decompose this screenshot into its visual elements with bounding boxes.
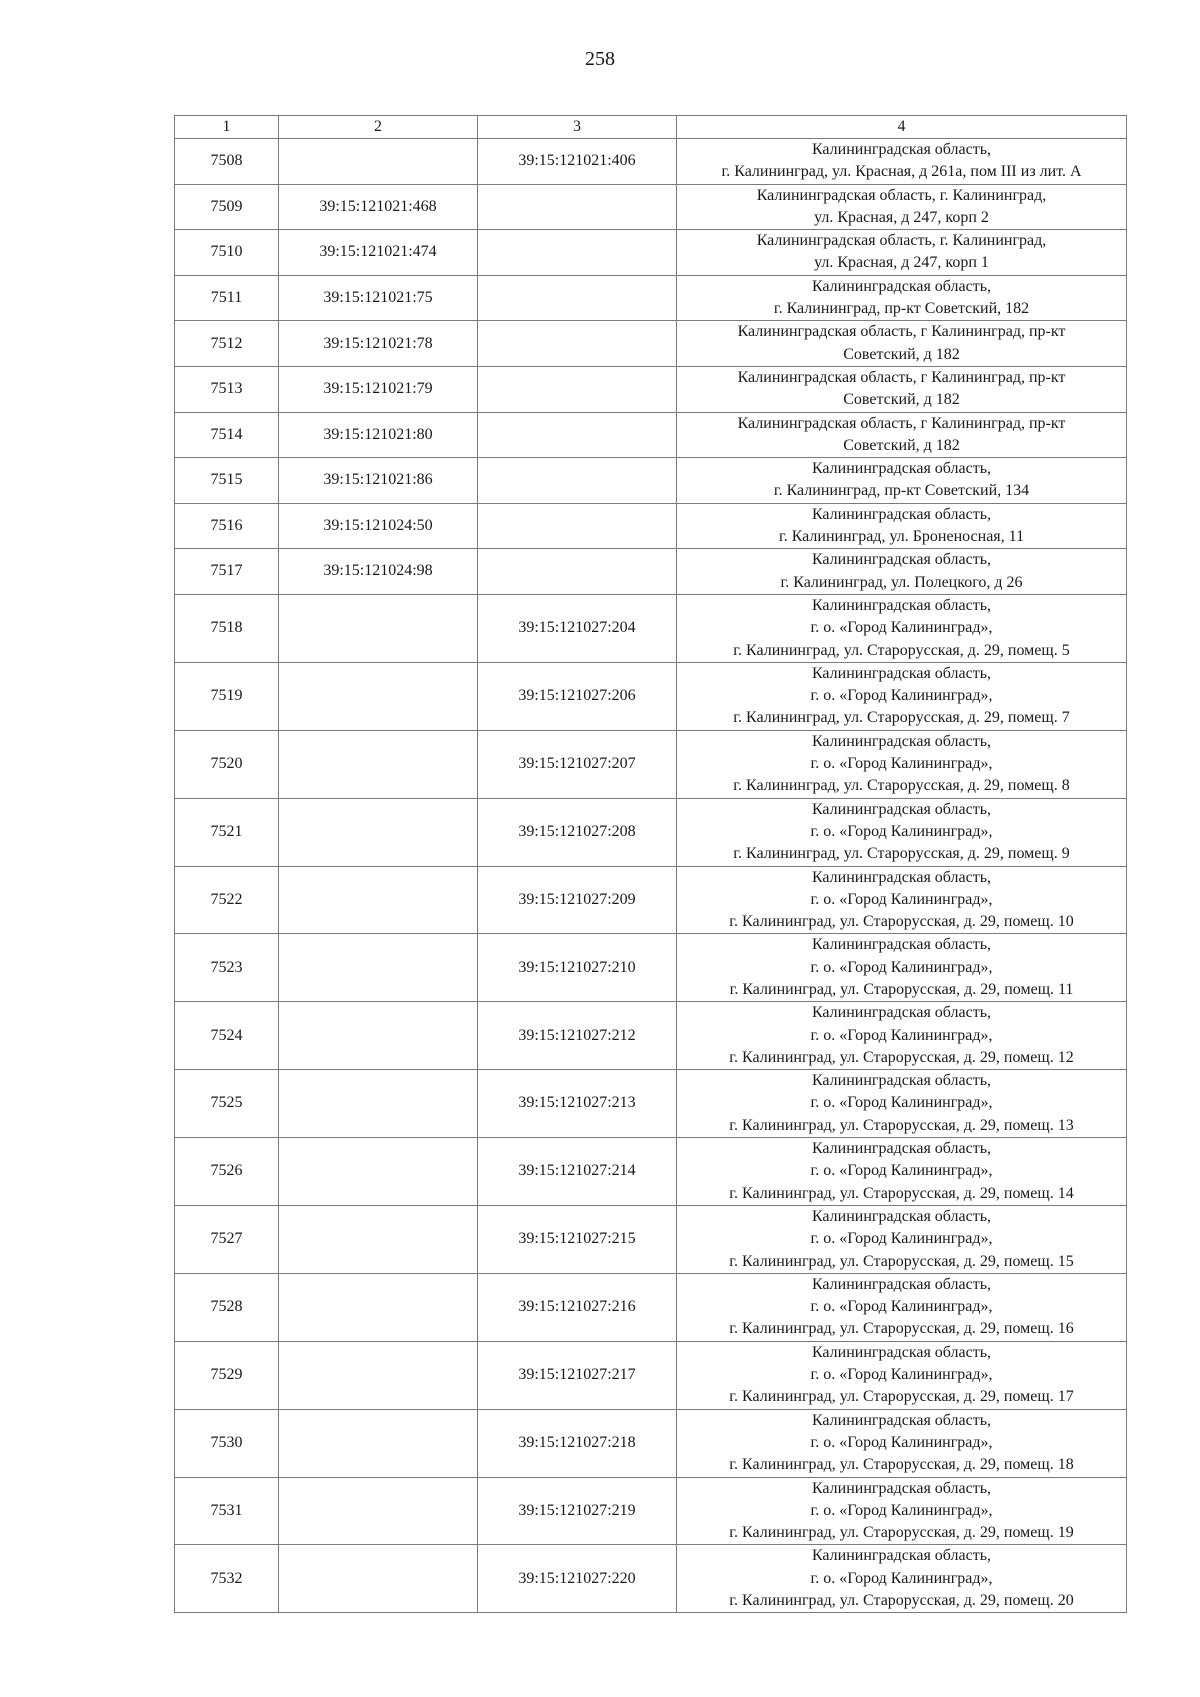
- cadastral-number-cell: [279, 139, 478, 185]
- address-line: г. Калининград, ул. Старорусская, д. 29, помещ. 16: [729, 1320, 1074, 1338]
- address-line: г. Калининград, ул. Красная, д 261а, пом III из лит. А: [721, 163, 1082, 181]
- table-row: [175, 1138, 1127, 1206]
- address-line: г. Калининград, пр-кт Советский, 182: [773, 300, 1030, 318]
- address-line: Калининградская область,: [811, 1072, 992, 1090]
- cadastral-number-cell: 39:15:121021:80: [279, 412, 478, 458]
- address-line: Калининградская область,: [811, 936, 992, 954]
- address-cell: [677, 1341, 1127, 1409]
- cadastral-number-premises-cell: 39:15:121027:220: [478, 1545, 677, 1613]
- table-row: [175, 1341, 1127, 1409]
- address-line: Советский, д 182: [843, 391, 960, 409]
- address-line: г. Калининград, ул. Старорусская, д. 29, помещ. 11: [729, 980, 1074, 998]
- address-line: г. о. «Город Калининград»,: [810, 1298, 993, 1316]
- address-line: г. о. «Город Калининград»,: [810, 1501, 993, 1519]
- address-line: Калининградская область,: [811, 1004, 992, 1022]
- cadastral-number-premises-cell: [478, 412, 677, 458]
- row-number-cell: 7518: [175, 594, 279, 662]
- address-line: г. Калининград, пр-кт Советский, 134: [773, 482, 1030, 500]
- cadastral-number-cell: [279, 1477, 478, 1545]
- address-line: Калининградская область,: [811, 277, 992, 295]
- address-line: г. о. «Город Калининград»,: [810, 822, 993, 840]
- address-cell: [677, 503, 1127, 549]
- address-line: г. Калининград, ул. Старорусская, д. 29, помещ. 15: [729, 1252, 1074, 1270]
- cadastral-number-cell: 39:15:121024:50: [279, 503, 478, 549]
- address-line: ул. Красная, д 247, корп 2: [814, 208, 989, 226]
- address-line: г. о. «Город Калининград»,: [810, 958, 993, 976]
- address-line: г. Калининград, ул. Старорусская, д. 29, помещ. 8: [733, 777, 1070, 795]
- row-number-cell: 7526: [175, 1138, 279, 1206]
- cadastral-number-cell: [279, 1545, 478, 1613]
- address-line: г. о. «Город Калининград»,: [810, 1094, 993, 1112]
- row-number-cell: 7508: [175, 139, 279, 185]
- row-number-cell: 7514: [175, 412, 279, 458]
- cadastral-number-cell: 39:15:121021:79: [279, 366, 478, 412]
- address-cell: [677, 1409, 1127, 1477]
- address-cell: [677, 321, 1127, 367]
- cadastral-number-premises-cell: 39:15:121027:215: [478, 1205, 677, 1273]
- address-line: ул. Красная, д 247, корп 1: [814, 254, 989, 272]
- row-number-cell: 7530: [175, 1409, 279, 1477]
- row-number-cell: 7510: [175, 230, 279, 276]
- address-line: Калининградская область, г Калининград, пр-кт: [737, 414, 1066, 432]
- row-number-cell: 7523: [175, 934, 279, 1002]
- table-row: [175, 549, 1127, 595]
- cadastral-number-premises-cell: 39:15:121027:212: [478, 1002, 677, 1070]
- address-line: Калининградская область,: [811, 1479, 992, 1497]
- row-number-cell: 7532: [175, 1545, 279, 1613]
- row-number-cell: 7512: [175, 321, 279, 367]
- cadastral-number-cell: [279, 1002, 478, 1070]
- cadastral-number-premises-cell: 39:15:121027:207: [478, 730, 677, 798]
- address-line: Калининградская область,: [811, 1343, 992, 1361]
- address-line: Калининградская область,: [811, 732, 992, 750]
- cadastral-number-premises-cell: [478, 458, 677, 504]
- cadastral-number-cell: [279, 1205, 478, 1273]
- table-row: [175, 366, 1127, 412]
- address-line: г. Калининград, ул. Броненосная, 11: [778, 528, 1025, 546]
- cadastral-number-cell: [279, 1341, 478, 1409]
- row-number-cell: 7525: [175, 1070, 279, 1138]
- table-row: [175, 230, 1127, 276]
- row-number-cell: 7527: [175, 1205, 279, 1273]
- cadastral-number-premises-cell: 39:15:121027:208: [478, 798, 677, 866]
- cadastral-number-cell: 39:15:121021:86: [279, 458, 478, 504]
- address-line: Калининградская область,: [811, 1140, 992, 1158]
- address-cell: [677, 662, 1127, 730]
- address-line: г. Калининград, ул. Старорусская, д. 29, помещ. 9: [733, 845, 1070, 863]
- row-number-cell: 7521: [175, 798, 279, 866]
- address-cell: [677, 730, 1127, 798]
- address-line: Калининградская область,: [811, 800, 992, 818]
- cadastral-number-premises-cell: [478, 366, 677, 412]
- cadastral-number-premises-cell: [478, 549, 677, 595]
- address-line: г. о. «Город Калининград»,: [810, 687, 993, 705]
- table-body: [175, 139, 1127, 1613]
- address-cell: [677, 934, 1127, 1002]
- table-row: [175, 1409, 1127, 1477]
- address-line: г. о. «Город Калининград»,: [810, 1162, 993, 1180]
- address-cell: [677, 230, 1127, 276]
- cadastral-number-cell: 39:15:121024:98: [279, 549, 478, 595]
- row-number-cell: 7517: [175, 549, 279, 595]
- address-line: Калининградская область,: [811, 868, 992, 886]
- address-line: Калининградская область,: [811, 1207, 992, 1225]
- registry-table: [174, 115, 1127, 1613]
- table-row: [175, 594, 1127, 662]
- table-row: [175, 1205, 1127, 1273]
- cadastral-number-cell: 39:15:121021:78: [279, 321, 478, 367]
- address-line: Калининградская область, г Калининград, пр-кт: [737, 368, 1066, 386]
- header-row: [175, 116, 1127, 139]
- row-number-cell: 7515: [175, 458, 279, 504]
- cadastral-number-cell: [279, 934, 478, 1002]
- table-row: [175, 866, 1127, 934]
- address-cell: [677, 1273, 1127, 1341]
- address-cell: [677, 1477, 1127, 1545]
- row-number-cell: 7531: [175, 1477, 279, 1545]
- row-number-cell: 7520: [175, 730, 279, 798]
- cadastral-number-cell: [279, 1138, 478, 1206]
- address-line: г. о. «Город Калининград»,: [810, 755, 993, 773]
- address-line: г. Калининград, ул. Старорусская, д. 29, помещ. 13: [729, 1116, 1074, 1134]
- table-row: [175, 458, 1127, 504]
- address-line: г. Калининград, ул. Старорусская, д. 29, помещ. 18: [729, 1456, 1074, 1474]
- address-cell: [677, 139, 1127, 185]
- address-cell: [677, 458, 1127, 504]
- address-cell: [677, 1205, 1127, 1273]
- address-line: г. о. «Город Калининград»,: [810, 1026, 993, 1044]
- address-line: г. Калининград, ул. Старорусская, д. 29, помещ. 5: [733, 641, 1070, 659]
- address-line: Советский, д 182: [843, 345, 960, 363]
- address-line: г. о. «Город Калининград»,: [810, 890, 993, 908]
- cadastral-number-cell: [279, 1409, 478, 1477]
- cadastral-number-premises-cell: [478, 321, 677, 367]
- address-line: Калининградская область,: [811, 1411, 992, 1429]
- page-number: 258: [585, 48, 615, 70]
- table-row: [175, 798, 1127, 866]
- address-line: г. Калининград, ул. Старорусская, д. 29, помещ. 14: [729, 1184, 1074, 1202]
- address-cell: [677, 412, 1127, 458]
- table-row: [175, 1070, 1127, 1138]
- table-row: [175, 275, 1127, 321]
- address-line: г. о. «Город Калининград»,: [810, 1366, 993, 1384]
- table-row: [175, 1273, 1127, 1341]
- cadastral-number-cell: 39:15:121021:468: [279, 184, 478, 230]
- row-number-cell: 7524: [175, 1002, 279, 1070]
- table-row: [175, 139, 1127, 185]
- address-line: г. Калининград, ул. Старорусская, д. 29, помещ. 19: [729, 1524, 1074, 1542]
- address-line: г. о. «Город Калининград»,: [810, 1230, 993, 1248]
- cadastral-number-premises-cell: 39:15:121027:204: [478, 594, 677, 662]
- cadastral-number-premises-cell: 39:15:121021:406: [478, 139, 677, 185]
- address-cell: [677, 366, 1127, 412]
- address-line: Калининградская область,: [811, 596, 992, 614]
- address-line: г. Калининград, ул. Старорусская, д. 29, помещ. 7: [733, 709, 1070, 727]
- row-number-cell: 7513: [175, 366, 279, 412]
- row-number-cell: 7528: [175, 1273, 279, 1341]
- cadastral-number-premises-cell: 39:15:121027:217: [478, 1341, 677, 1409]
- address-cell: [677, 1545, 1127, 1613]
- table-header: [175, 116, 1127, 139]
- address-cell: [677, 1138, 1127, 1206]
- address-cell: [677, 1002, 1127, 1070]
- table-row: [175, 1002, 1127, 1070]
- address-line: г. Калининград, ул. Старорусская, д. 29, помещ. 12: [729, 1048, 1074, 1066]
- row-number-cell: 7509: [175, 184, 279, 230]
- address-cell: [677, 866, 1127, 934]
- cadastral-number-premises-cell: 39:15:121027:206: [478, 662, 677, 730]
- row-number-cell: 7519: [175, 662, 279, 730]
- cadastral-number-premises-cell: 39:15:121027:209: [478, 866, 677, 934]
- column-header-4: 4: [677, 116, 1127, 139]
- cadastral-number-premises-cell: [478, 184, 677, 230]
- address-cell: [677, 184, 1127, 230]
- address-line: Калининградская область, г Калининград, пр-кт: [737, 323, 1066, 341]
- row-number-cell: 7511: [175, 275, 279, 321]
- table-row: [175, 730, 1127, 798]
- cadastral-number-premises-cell: 39:15:121027:219: [478, 1477, 677, 1545]
- address-line: Калининградская область, г. Калининград,: [756, 232, 1047, 250]
- address-line: Советский, д 182: [843, 436, 960, 454]
- cadastral-number-cell: 39:15:121021:75: [279, 275, 478, 321]
- row-number-cell: 7516: [175, 503, 279, 549]
- table-row: [175, 412, 1127, 458]
- cadastral-number-cell: [279, 798, 478, 866]
- cadastral-number-cell: [279, 866, 478, 934]
- cadastral-number-premises-cell: 39:15:121027:213: [478, 1070, 677, 1138]
- cadastral-number-premises-cell: 39:15:121027:218: [478, 1409, 677, 1477]
- table-row: [175, 503, 1127, 549]
- cadastral-number-premises-cell: 39:15:121027:216: [478, 1273, 677, 1341]
- address-line: г. Калининград, ул. Старорусская, д. 29, помещ. 20: [729, 1592, 1074, 1609]
- address-cell: [677, 594, 1127, 662]
- address-line: Калининградская область,: [811, 664, 992, 682]
- cadastral-number-premises-cell: [478, 275, 677, 321]
- cadastral-number-premises-cell: [478, 230, 677, 276]
- address-line: г. о. «Город Калининград»,: [810, 1433, 993, 1451]
- cadastral-number-cell: 39:15:121021:474: [279, 230, 478, 276]
- address-cell: [677, 798, 1127, 866]
- address-line: Калининградская область,: [811, 460, 992, 478]
- cadastral-number-cell: [279, 730, 478, 798]
- table-row: [175, 934, 1127, 1002]
- cadastral-number-premises-cell: [478, 503, 677, 549]
- cadastral-number-premises-cell: 39:15:121027:210: [478, 934, 677, 1002]
- address-line: Калининградская область,: [811, 551, 992, 569]
- column-header-1: 1: [175, 116, 279, 139]
- column-header-3: 3: [478, 116, 677, 139]
- column-header-2: 2: [279, 116, 478, 139]
- cadastral-number-cell: [279, 1070, 478, 1138]
- address-line: г. Калининград, ул. Старорусская, д. 29, помещ. 17: [729, 1388, 1074, 1406]
- address-line: Калининградская область,: [811, 141, 992, 158]
- cadastral-number-cell: [279, 1273, 478, 1341]
- address-line: Калининградская область,: [811, 1547, 992, 1565]
- table-row: [175, 662, 1127, 730]
- address-line: Калининградская область,: [811, 1275, 992, 1293]
- table-row: [175, 321, 1127, 367]
- row-number-cell: 7522: [175, 866, 279, 934]
- table-row: [175, 184, 1127, 230]
- table-row: [175, 1545, 1127, 1613]
- address-line: г. о. «Город Калининград»,: [810, 1569, 993, 1587]
- cadastral-number-cell: [279, 662, 478, 730]
- table-row: [175, 1477, 1127, 1545]
- address-line: Калининградская область, г. Калининград,: [756, 186, 1047, 204]
- row-number-cell: 7529: [175, 1341, 279, 1409]
- cadastral-number-premises-cell: 39:15:121027:214: [478, 1138, 677, 1206]
- address-cell: [677, 549, 1127, 595]
- address-cell: [677, 1070, 1127, 1138]
- address-line: г. Калининград, ул. Полецкого, д 26: [780, 573, 1023, 591]
- address-line: Калининградская область,: [811, 505, 992, 523]
- address-cell: [677, 275, 1127, 321]
- address-line: г. о. «Город Калининград»,: [810, 619, 993, 637]
- address-line: г. Калининград, ул. Старорусская, д. 29, помещ. 10: [729, 913, 1074, 931]
- cadastral-number-cell: [279, 594, 478, 662]
